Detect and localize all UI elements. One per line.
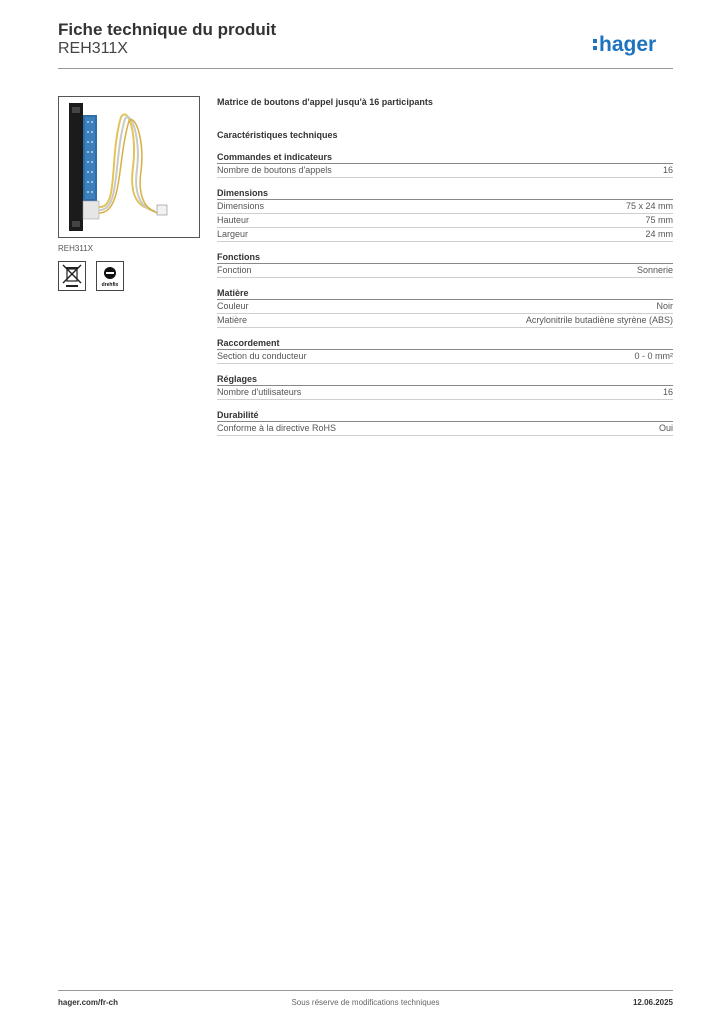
- product-image: [58, 96, 200, 238]
- spec-value: Noir: [656, 301, 673, 311]
- spec-label: Dimensions: [217, 201, 265, 211]
- spec-label: Nombre de boutons d'appels: [217, 165, 332, 175]
- section-title: Matière: [217, 287, 673, 300]
- spec-label: Matière: [217, 315, 248, 325]
- section-matiere: [217, 287, 673, 328]
- section-dimensions: [217, 187, 673, 242]
- product-reference: REH311X: [58, 40, 128, 57]
- document-footer: [58, 998, 673, 1012]
- section-title: Fonctions: [217, 251, 673, 264]
- spec-value: 16: [662, 387, 673, 397]
- spec-label: Hauteur: [217, 215, 250, 225]
- spec-label: Nombre d'utilisateurs: [217, 387, 302, 397]
- document-header: [58, 20, 673, 68]
- spec-value: Acrylonitrile butadiène styrène (ABS): [525, 315, 673, 325]
- spec-row: [217, 264, 673, 278]
- spec-row: [217, 164, 673, 178]
- spec-row: [217, 214, 673, 228]
- spec-value: Sonnerie: [636, 265, 673, 275]
- spec-value: Oui: [658, 423, 673, 433]
- spec-row: [217, 314, 673, 328]
- logo-text: hager: [599, 33, 657, 56]
- drehfix-label: drehfix: [101, 282, 119, 288]
- spec-row: [217, 350, 673, 364]
- header-divider: [58, 68, 673, 69]
- section-title: Raccordement: [217, 337, 673, 350]
- footer-date: 12.06.2025: [632, 998, 673, 1007]
- section-durabilite: [217, 409, 673, 436]
- section-reglages: [217, 373, 673, 400]
- spec-value: 16: [662, 165, 673, 175]
- spec-label: Fonction: [217, 265, 252, 275]
- spec-label: Conforme à la directive RoHS: [217, 423, 337, 433]
- spec-value: 24 mm: [645, 229, 673, 239]
- footer-website-link[interactable]: hager.com/fr-ch: [58, 998, 119, 1007]
- product-content: [217, 96, 673, 436]
- spec-row: [217, 228, 673, 242]
- section-raccordement: [217, 337, 673, 364]
- spec-value: 75 x 24 mm: [625, 201, 673, 211]
- spec-row: [217, 200, 673, 214]
- spec-label: Section du conducteur: [217, 351, 307, 361]
- spec-value: 0 - 0 mm²: [634, 351, 673, 361]
- spec-label: Largeur: [217, 229, 249, 239]
- drehfix-icon: [96, 261, 124, 291]
- page-title: Fiche technique du produit: [58, 20, 277, 39]
- product-description: Matrice de boutons d'appel jusqu'à 16 participants: [217, 97, 433, 107]
- spec-row: [217, 422, 673, 436]
- section-fonctions: [217, 251, 673, 278]
- specs-title: Caractéristiques techniques: [217, 130, 338, 140]
- spec-row: [217, 386, 673, 400]
- section-title: Durabilité: [217, 409, 673, 422]
- spec-value: 75 mm: [645, 215, 673, 225]
- product-image-caption: REH311X: [58, 244, 93, 253]
- section-title: Réglages: [217, 373, 673, 386]
- footer-disclaimer: Sous réserve de modifications techniques: [291, 998, 440, 1007]
- product-image-drawing: [59, 97, 199, 237]
- spec-label: Couleur: [217, 301, 249, 311]
- section-title: Commandes et indicateurs: [217, 151, 673, 164]
- weee-crossed-bin-icon: [58, 261, 86, 291]
- section-commandes: [217, 151, 673, 178]
- section-title: Dimensions: [217, 187, 673, 200]
- spec-row: [217, 300, 673, 314]
- footer-divider: [58, 990, 673, 991]
- hager-logo: [593, 26, 673, 66]
